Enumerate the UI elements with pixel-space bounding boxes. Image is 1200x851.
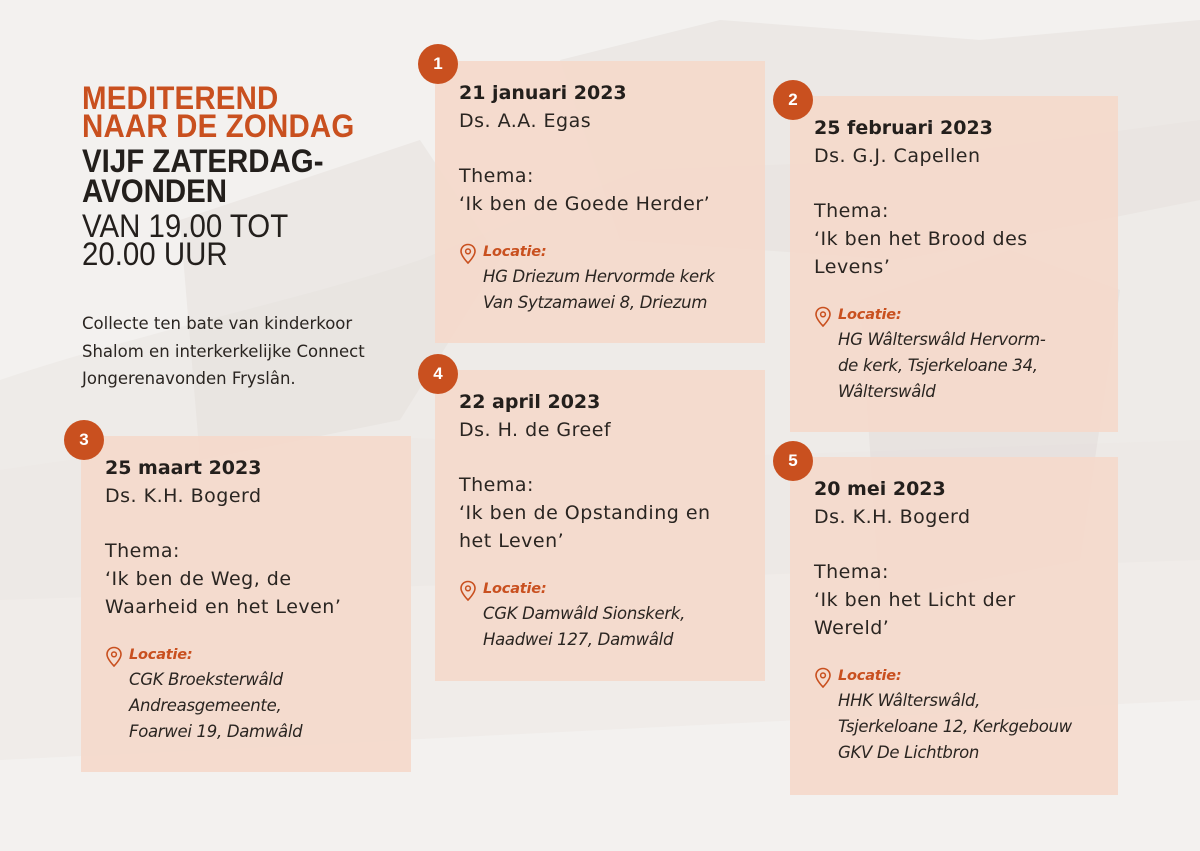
thema-label: Thema:	[814, 561, 889, 583]
event-date: 21 januari 2023	[459, 82, 627, 104]
location-pin-icon	[814, 667, 832, 689]
event-thema: ‘Ik ben de Weg, de	[105, 568, 292, 590]
event-date: 25 maart 2023	[105, 457, 262, 479]
location-line: Foarwei 19, Damwâld	[129, 722, 303, 741]
location-line: CGK Damwâld Sionskerk,	[483, 604, 686, 623]
event-speaker: Ds. H. de Greef	[459, 419, 612, 441]
collecte-line: Shalom en interkerkelijke Connect	[82, 341, 365, 361]
event-card-4	[435, 370, 765, 681]
collecte-line: Jongerenavonden Fryslân.	[82, 369, 296, 388]
event-card-2	[790, 96, 1118, 432]
subtitle-line-1: VIJF ZATERDAG-	[82, 143, 324, 179]
location-line: CGK Broeksterwâld	[129, 670, 283, 689]
time-line-1: VAN 19.00 TOT	[82, 208, 289, 244]
event-thema: ‘Ik ben het Licht der	[814, 589, 1016, 611]
event-thema: het Leven’	[459, 530, 565, 552]
event-location	[814, 303, 1108, 405]
collecte-line: Collecte ten bate van kinderkoor	[82, 314, 353, 333]
subtitle-line-2: AVONDEN	[82, 173, 228, 209]
location-line: Wâlterswâld	[838, 382, 936, 401]
thema-label: Thema:	[459, 165, 534, 187]
event-date: 22 april 2023	[459, 391, 601, 413]
location-label: Locatie:	[838, 668, 902, 684]
thema-label: Thema:	[814, 200, 889, 222]
thema-label: Thema:	[459, 474, 534, 496]
event-number-badge: 1	[418, 44, 458, 84]
event-date: 25 februari 2023	[814, 117, 993, 139]
event-number-badge: 3	[64, 420, 104, 460]
event-number-badge: 2	[773, 80, 813, 120]
location-line: HG Driezum Hervormde kerk	[483, 267, 715, 286]
event-number-badge: 5	[773, 441, 813, 481]
location-pin-icon	[459, 243, 477, 265]
location-label: Locatie:	[129, 647, 193, 663]
event-speaker: Ds. K.H. Bogerd	[814, 506, 971, 528]
location-line: de kerk, Tsjerkeloane 34,	[838, 356, 1038, 375]
event-location	[105, 643, 401, 745]
location-label: Locatie:	[483, 581, 547, 597]
event-header	[82, 80, 378, 272]
location-line: HHK Wâlterswâld,	[838, 691, 981, 710]
event-thema: Levens’	[814, 256, 891, 278]
title-line-1: MEDITEREND	[82, 80, 279, 116]
location-label: Locatie:	[483, 244, 547, 260]
location-pin-icon	[814, 306, 832, 328]
event-thema: Waarheid en het Leven’	[105, 596, 342, 618]
event-card-1	[435, 61, 765, 343]
event-number-badge: 4	[418, 354, 458, 394]
event-speaker: Ds. K.H. Bogerd	[105, 485, 262, 507]
collecte-text	[82, 310, 412, 393]
event-date: 20 mei 2023	[814, 478, 946, 500]
event-thema: ‘Ik ben het Brood des	[814, 228, 1028, 250]
location-pin-icon	[459, 580, 477, 602]
location-line: Van Sytzamawei 8, Driezum	[483, 293, 708, 312]
event-speaker: Ds. A.A. Egas	[459, 110, 592, 132]
event-location	[459, 240, 755, 316]
event-location	[459, 577, 755, 653]
event-thema: ‘Ik ben de Goede Herder’	[459, 193, 711, 215]
event-card-3	[81, 436, 411, 772]
location-line: HG Wâlterswâld Hervorm-	[838, 330, 1046, 349]
thema-label: Thema:	[105, 540, 180, 562]
title-line-2: NAAR DE ZONDAG	[82, 108, 355, 144]
location-line: Haadwei 127, Damwâld	[483, 630, 674, 649]
location-line: Andreasgemeente,	[129, 696, 282, 715]
event-thema: Wereld’	[814, 617, 890, 639]
time-line-2: 20.00 UUR	[82, 236, 228, 272]
location-label: Locatie:	[838, 307, 902, 323]
location-line: Tsjerkeloane 12, Kerkgebouw	[838, 717, 1072, 736]
event-location	[814, 664, 1108, 766]
event-thema: ‘Ik ben de Opstanding en	[459, 502, 711, 524]
event-speaker: Ds. G.J. Capellen	[814, 145, 981, 167]
event-card-5	[790, 457, 1118, 795]
location-pin-icon	[105, 646, 123, 668]
location-line: GKV De Lichtbron	[838, 743, 980, 762]
